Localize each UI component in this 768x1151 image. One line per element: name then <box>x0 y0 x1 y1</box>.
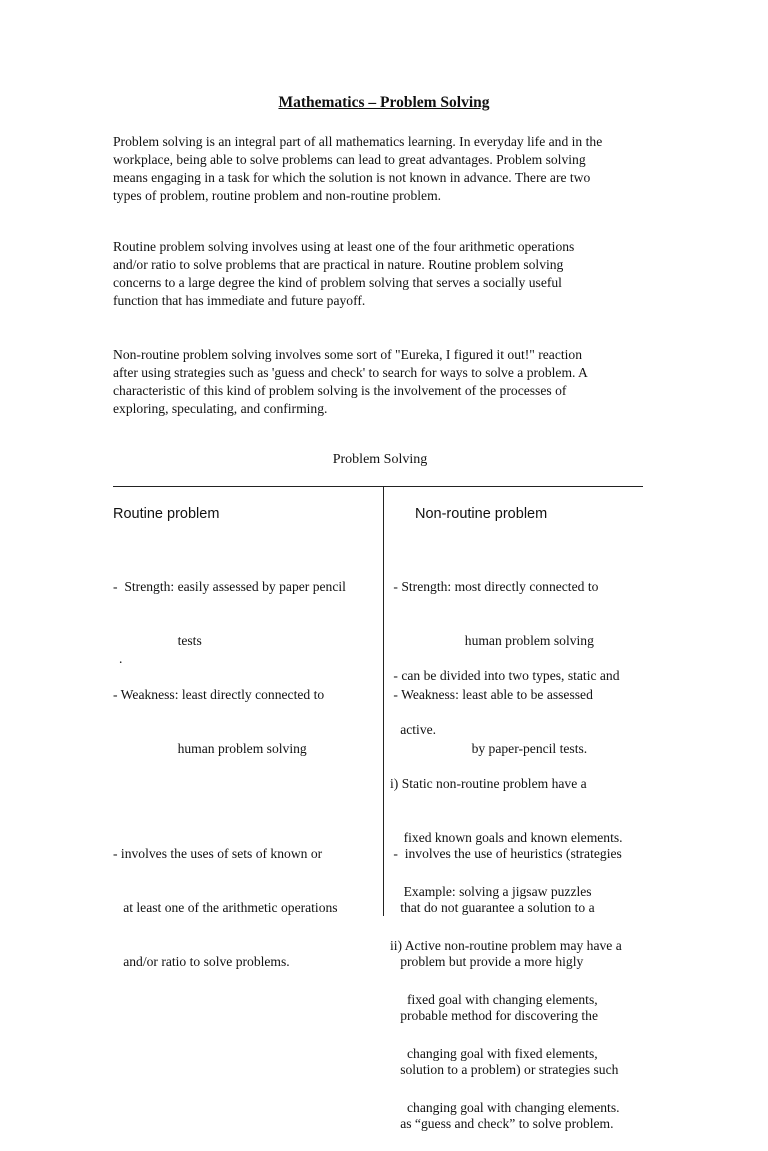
text-line: - can be divided into two types, static and <box>390 668 620 683</box>
text-line: problem but provide a more higly <box>390 954 584 969</box>
text-line: i) Static non-routine problem have a <box>390 776 587 791</box>
text-line: by paper-pencil tests. <box>390 741 588 756</box>
text-line: exploring, speculating, and confirming. <box>113 401 328 416</box>
text-line: characteristic of this kind of problem solving is the involvement of the processes of <box>113 383 567 398</box>
text-line: workplace, being able to solve problems can lead to great advantages. Problem solving <box>113 152 586 167</box>
stray-dot: . <box>119 651 123 666</box>
text-line: and/or ratio to solve problems that are practical in nature. Routine problem solving <box>113 257 564 272</box>
text-line: probable method for discovering the <box>390 1008 599 1023</box>
table-title: Problem Solving <box>332 452 428 467</box>
non-routine-method <box>390 809 622 1151</box>
text-line: solution to a problem) or strategies such <box>390 1062 619 1077</box>
text-line: - Weakness: least able to be assessed <box>390 687 593 702</box>
text-line: after using strategies such as 'guess and check' to search for ways to solve a problem. A <box>113 365 588 380</box>
text-line: Routine problem solving involves using at least one of the four arithmetic operations <box>113 239 575 254</box>
text-line: - Strength: easily assessed by paper pencil <box>113 579 346 594</box>
text-line: ii) Active non-routine problem may have a <box>390 938 622 953</box>
text-line: - Weakness: least directly connected to <box>113 687 325 702</box>
text-line: concerns to a large degree the kind of problem solving that serves a socially useful <box>113 275 562 290</box>
text-line: function that has immediate and future payoff. <box>113 293 366 308</box>
text-line: that do not guarantee a solution to a <box>390 900 595 915</box>
text-line: means engaging in a task for which the solution is not known in advance. There are two <box>113 170 591 185</box>
text-line: types of problem, routine problem and non-routine problem. <box>113 188 442 203</box>
text-line: changing goal with fixed elements, <box>390 1046 598 1061</box>
routine-method <box>113 809 338 989</box>
text-line: Example: solving a jigsaw puzzles <box>390 884 592 899</box>
text-line: fixed goal with changing elements, <box>390 992 598 1007</box>
text-line: human problem solving <box>390 633 594 648</box>
text-line: active. <box>390 722 437 737</box>
non-routine-column-header: Non-routine problem <box>415 506 548 522</box>
table-column-divider <box>383 486 384 916</box>
page-title: Mathematics – Problem Solving <box>278 94 490 111</box>
text-line: Non-routine problem solving involves some sort of "Eureka, I figured it out!" reaction <box>113 347 583 362</box>
text-line: changing goal with changing elements. <box>390 1100 620 1115</box>
table-top-rule <box>113 486 643 487</box>
text-line: as “guess and check” to solve problem. <box>390 1116 614 1131</box>
text-line: and/or ratio to solve problems. <box>113 954 290 969</box>
text-line: Problem solving is an integral part of all mathematics learning. In everyday life and in the <box>113 134 603 149</box>
routine-strength-weakness <box>113 542 346 776</box>
text-line: - involves the uses of sets of known or <box>113 846 323 861</box>
non-routine-paragraph <box>113 346 658 418</box>
text-line: - involves the use of heuristics (strategies <box>390 846 622 861</box>
text-line: fixed known goals and known elements. <box>390 830 623 845</box>
routine-column-header: Routine problem <box>113 506 220 522</box>
intro-paragraph <box>113 133 658 205</box>
text-line: at least one of the arithmetic operations <box>113 900 338 915</box>
text-line: human problem solving <box>113 741 307 756</box>
text-line: - Strength: most directly connected to <box>390 579 599 594</box>
routine-paragraph <box>113 238 658 310</box>
text-line: tests <box>113 633 202 648</box>
